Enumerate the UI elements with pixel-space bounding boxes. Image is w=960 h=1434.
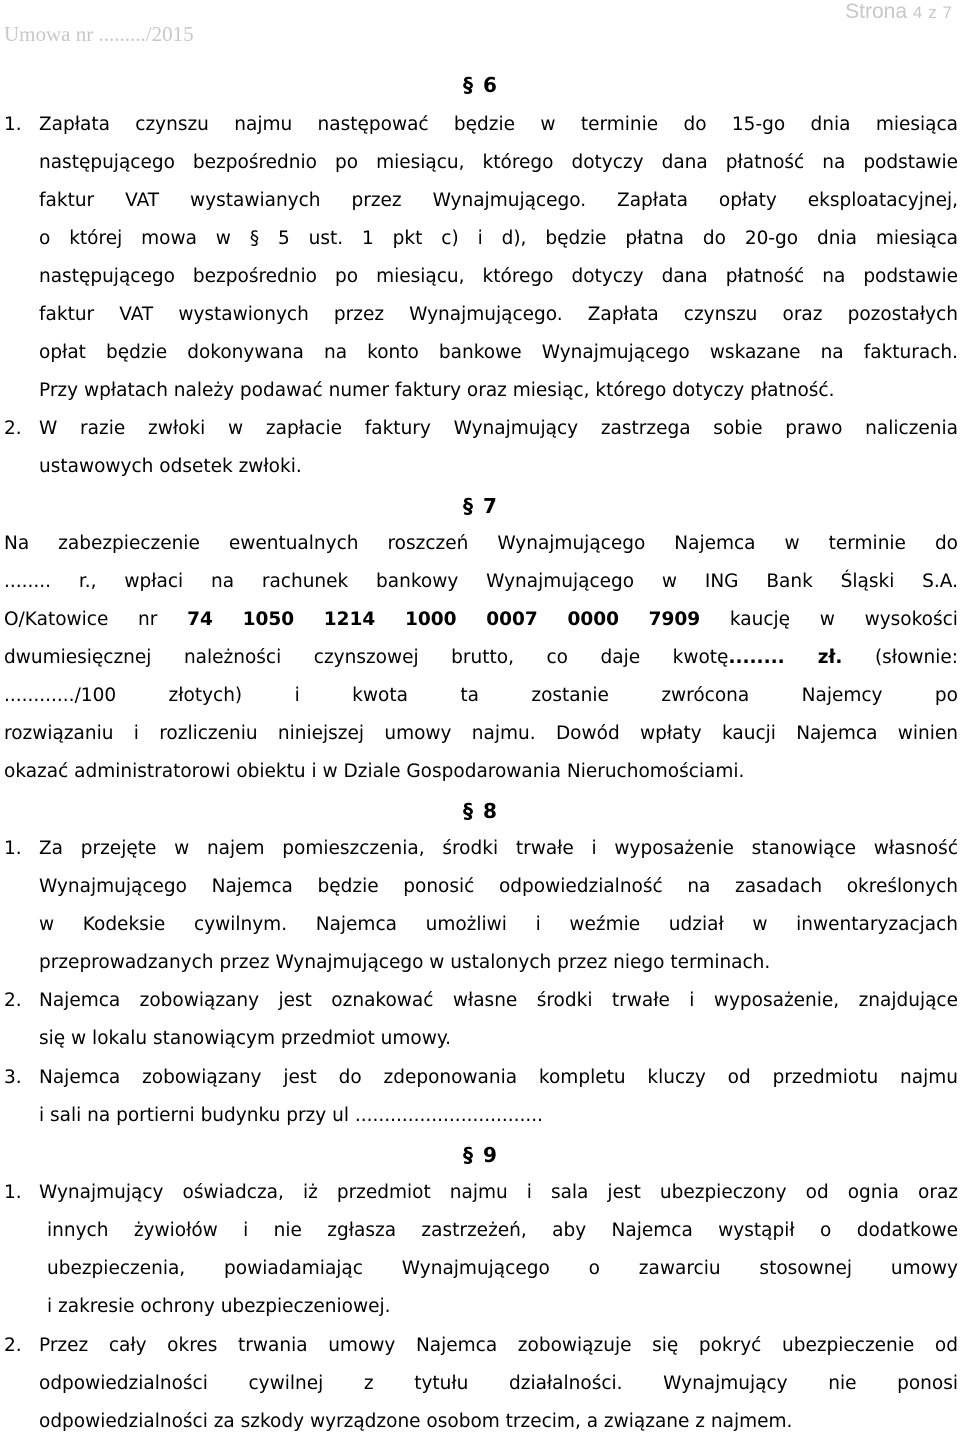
- list-number: 3.: [4, 1067, 22, 1088]
- account-group: 1050: [242, 609, 295, 630]
- paragraph-line: następującego bezpośrednio po miesiącu, którego dotyczy dana płatność na podstawie: [39, 152, 958, 173]
- paragraph-line: Najemca zobowiązany jest oznakować własne środki trwałe i wyposażenie, znajdujące: [39, 990, 958, 1011]
- paragraph-line: faktur VAT wystawianych przez Wynajmującego. Zapłata opłaty eksploatacyjnej,: [39, 190, 958, 211]
- paragraph-line: Na zabezpieczenie ewentualnych roszczeń Wynajmującego Najemca w terminie do: [4, 533, 958, 554]
- account-label: O/Katowice nr: [4, 609, 158, 630]
- section-number: 6: [483, 73, 497, 97]
- paragraph-line: Zapłata czynszu najmu następować będzie w terminie do 15-go dnia miesiąca: [39, 114, 958, 135]
- list-number: 1.: [4, 1182, 22, 1203]
- section-heading-7: [0, 495, 960, 517]
- section-number: 9: [483, 1143, 497, 1167]
- paragraph-line: i sali na portierni budynku przy ul ................................: [39, 1105, 544, 1126]
- page-word: Strona: [845, 0, 908, 23]
- list-number: 2.: [4, 1335, 22, 1356]
- account-group: 1214: [323, 609, 376, 630]
- page-of: z: [928, 3, 937, 22]
- section-symbol: §: [463, 799, 474, 823]
- amount-value: ........ zł.: [728, 647, 843, 668]
- paragraph-line: ............/100 złotych) i kwota ta zostanie zwrócona Najemcy po: [4, 685, 958, 706]
- section-number: 8: [483, 799, 497, 823]
- paragraph-line: faktur VAT wystawionych przez Wynajmującego. Zapłata czynszu oraz pozostałych: [39, 304, 958, 325]
- paragraph-line: o której mowa w § 5 ust. 1 pkt c) i d), będzie płatna do 20-go dnia miesiąca: [39, 228, 958, 249]
- section-heading-8: [0, 800, 960, 822]
- page-indicator: [845, 0, 952, 24]
- paragraph-line: Wynajmujący oświadcza, iż przedmiot najmu i sala jest ubezpieczony od ognia oraz: [39, 1182, 958, 1203]
- paragraph-line: Za przejęte w najem pomieszczenia, środki trwałe i wyposażenie stanowiące własność: [39, 838, 958, 859]
- amount-text: dwumiesięcznej należności czynszowej brutto, co daje kwotę: [4, 647, 729, 668]
- list-number: 2.: [4, 418, 22, 439]
- paragraph-line: się w lokalu stanowiącym przedmiot umowy.: [39, 1028, 452, 1049]
- section-symbol: §: [463, 1143, 474, 1167]
- section-heading-9: [0, 1144, 960, 1166]
- account-group: 0000: [567, 609, 619, 630]
- section-number: 7: [483, 494, 497, 518]
- account-group: 1000: [405, 609, 457, 630]
- section-symbol: §: [463, 73, 474, 97]
- paragraph-line: następującego bezpośrednio po miesiącu, którego dotyczy dana płatność na podstawie: [39, 266, 958, 287]
- deposit-text: kaucję w wysokości: [729, 609, 958, 630]
- paragraph-line: odpowiedzialności za szkody wyrządzone osobom trzecim, a związane z najmem.: [39, 1411, 793, 1432]
- paragraph-line: Przez cały okres trwania umowy Najemca zobowiązuje się pokryć ubezpieczenie od: [39, 1335, 958, 1356]
- contract-number-header: Umowa nr ........./2015: [4, 22, 194, 46]
- paragraph-line: ubezpieczenia, powiadamiając Wynajmującego o zawarciu stosownej umowy: [47, 1258, 958, 1279]
- paragraph-line: okazać administratorowi obiektu i w Dziale Gospodarowania Nieruchomościami.: [4, 761, 745, 782]
- paragraph-line: opłat będzie dokonywana na konto bankowe Wynajmującego wskazane na fakturach.: [39, 342, 958, 363]
- amount-line: [4, 647, 958, 669]
- list-number: 1.: [4, 114, 22, 135]
- paragraph-line: Najemca zobowiązany jest do zdeponowania kompletu kluczy od przedmiotu najmu: [39, 1067, 958, 1088]
- paragraph-line: ........ r., wpłaci na rachunek bankowy Wynajmującego w ING Bank Śląski S.A.: [4, 571, 958, 592]
- paragraph-line: przeprowadzanych przez Wynajmującego w ustalonych przez niego terminach.: [39, 952, 771, 973]
- amount-words-label: (słownie:: [874, 647, 958, 668]
- paragraph-line: rozwiązaniu i rozliczeniu niniejszej umowy najmu. Dowód wpłaty kaucji Najemca winien: [4, 723, 958, 744]
- section-heading-6: [0, 74, 960, 96]
- account-group: 74: [187, 609, 213, 630]
- list-number: 1.: [4, 838, 22, 859]
- section-symbol: §: [463, 494, 474, 518]
- list-number: 2.: [4, 990, 22, 1011]
- paragraph-line: ustawowych odsetek zwłoki.: [39, 456, 302, 477]
- account-group: 0007: [486, 609, 538, 630]
- paragraph-line: odpowiedzialności cywilnej z tytułu działalności. Wynajmujący nie ponosi: [39, 1373, 958, 1394]
- paragraph-line: W razie zwłoki w zapłacie faktury Wynajmujący zastrzega sobie prawo naliczenia: [39, 418, 958, 439]
- paragraph-line: i zakresie ochrony ubezpieczeniowej.: [47, 1296, 391, 1317]
- page-total: 7: [942, 3, 952, 22]
- paragraph-line: Przy wpłatach należy podawać numer faktury oraz miesiąc, którego dotyczy płatność.: [39, 380, 835, 401]
- account-group: 7909: [648, 609, 701, 630]
- paragraph-line: w Kodeksie cywilnym. Najemca umożliwi i weźmie udział w inwentaryzacjach: [39, 914, 958, 935]
- paragraph-line: Wynajmującego Najemca będzie ponosić odpowiedzialność na zasadach określonych: [39, 876, 958, 897]
- page-current: 4: [912, 3, 923, 22]
- account-line: [4, 609, 958, 631]
- paragraph-line: innych żywiołów i nie zgłasza zastrzeżeń, aby Najemca wystąpił o dodatkowe: [47, 1220, 958, 1241]
